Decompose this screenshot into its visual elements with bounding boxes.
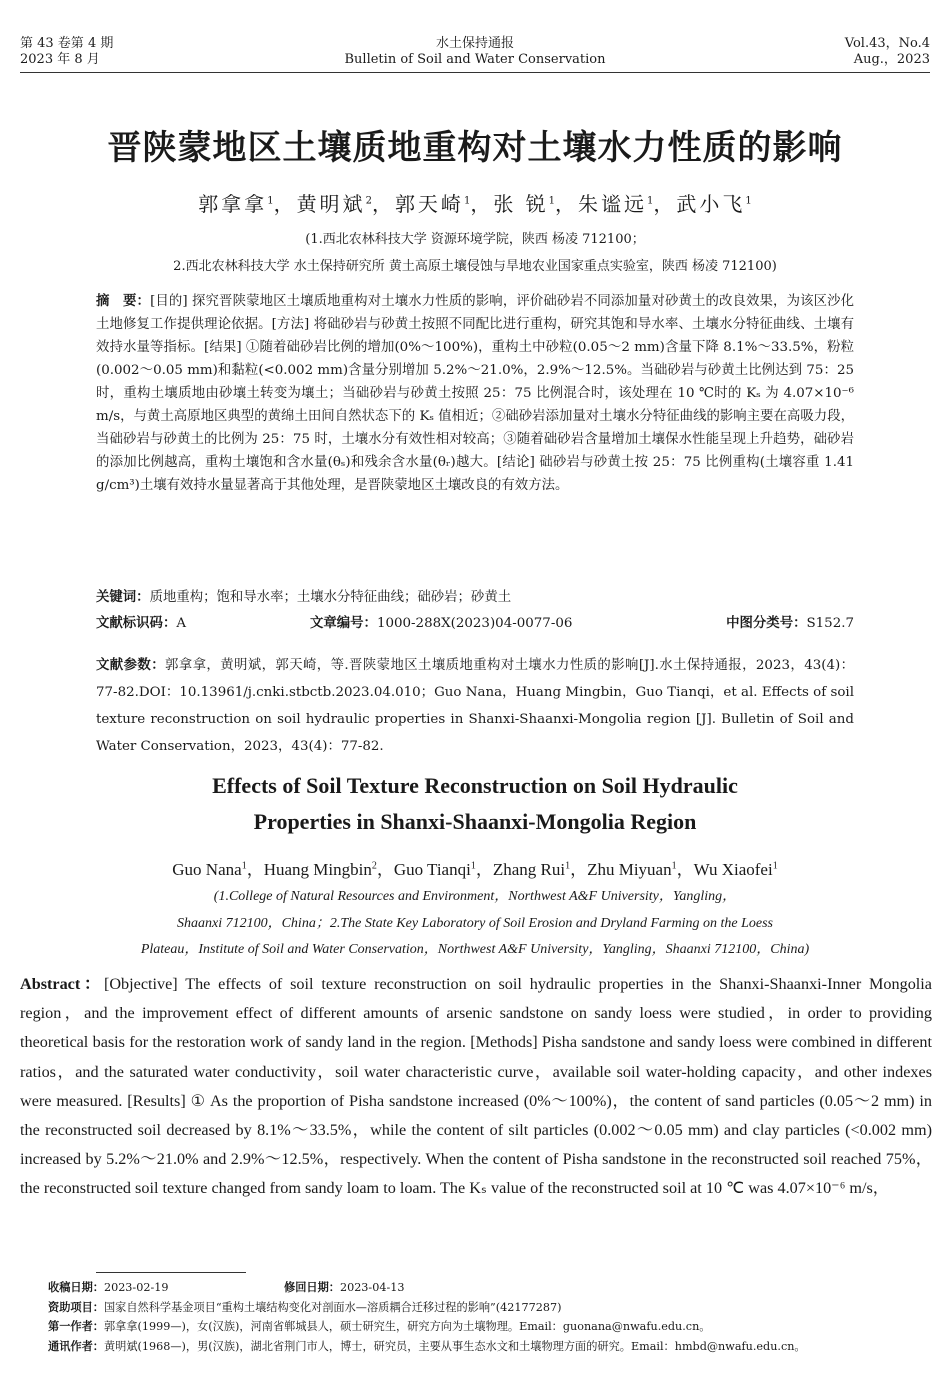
title-en: [0, 768, 950, 840]
issue-volume: 第 43 卷第 4 期: [20, 36, 114, 51]
author-cn: 张 锐: [493, 192, 549, 216]
author-cn: 朱谧远: [578, 192, 648, 216]
author-aff-mark: 1: [745, 195, 752, 207]
author-aff-mark: 1: [241, 860, 247, 872]
author-aff-mark: 1: [671, 860, 677, 872]
citation-text: 郭拿拿，黄明斌，郭天崎，等.晋陕蒙地区土壤质地重构对土壤水力性质的影响[J].水土保持通报，2023，43(4)：77-82.DOI：10.13961/j.cnki.stbctb.2023.04.010；Guo Nana，Huang Mingbin，Guo Tianqi，et al. Effects of soil texture reconstruction on soil hydraulic properties in Shanxi-Shaanxi-Mongolia region [J]. Bulletin of Soil and Water Conservation，2023，43(4)：77-82.: [96, 658, 854, 754]
author-en: Guo Nana: [172, 860, 242, 879]
keywords-label: 关键词：: [96, 590, 150, 605]
author-aff-mark: 1: [565, 860, 571, 872]
abstract-en-text: [Objective] The effects of soil texture reconstruction on soil hydraulic properties in the Shanxi-Shaanxi-Inner Mongolia region，and the improvement effect of different amounts of arsenic sandstone on sandy loess were studied，in order to providing theoretical basis for the restoration work of sandy land in the region. [Methods] Pisha sandstone and sandy loess were combined in different ratios，and the saturated water conductivity，soil water characteristic curve，available soil water-holding capacity，and other indexes were measured. [Results] ① As the proportion of Pisha sandstone increased (0%～100%)，the content of sand particles (0.05～2 mm) in the reconstructed soil decreased by 8.1%～33.5%，while the content of silt particles (0.002～0.05 mm) and clay particles (<0.002 mm) increased by 5.2%～21.0% and 2.9%～12.5%，respectively. When the content of Pisha sandstone in the reconstructed soil reached 75%，the reconstructed soil texture changed from sandy loam to loam. The Kₛ value of the reconstructed soil at 10 ℃ was 4.07×10⁻⁶ m/s，: [20, 975, 932, 1198]
citation-label: 文献参数：: [96, 658, 165, 673]
issue-info-en: [845, 36, 930, 68]
dates-row: [48, 1278, 934, 1298]
affiliation-en-3: Plateau，Institute of Soil and Water Conservation，Northwest A&F University，Yangling，Shaanxi 712100，China): [140, 942, 810, 957]
keywords-text: 质地重构；饱和导水率；土壤水分特征曲线；础砂岩；砂黄土: [149, 590, 512, 605]
keywords-cn: [96, 586, 854, 605]
clc-number: 中图分类号：S152.7: [726, 616, 854, 631]
title-en-line2: Properties in Shanxi-Shaanxi-Mongolia Region: [253, 809, 697, 834]
running-header: [20, 36, 930, 70]
affiliation-en-1: (1.College of Natural Resources and Environment，Northwest A&F University，Yangling，: [213, 889, 737, 904]
first-author-note: 第一作者：郭拿拿(1999—)，女(汉族)，河南省郸城县人，硕士研究生，研究方向为土壤物理。Email：guonana@nwafu.edu.cn。: [48, 1320, 711, 1333]
author-aff-mark: 1: [647, 195, 654, 207]
issue-date-en: Aug.，2023: [853, 52, 930, 67]
article-number: 文章编号：1000-288X(2023)04-0077-06: [310, 616, 573, 631]
title-cn: 晋陕蒙地区土壤质地重构对土壤水力性质的影响: [107, 128, 843, 168]
author-cn: 黄明斌: [296, 192, 366, 216]
journal-name-en: Bulletin of Soil and Water Conservation: [344, 52, 606, 67]
author-en: Huang Mingbin: [263, 860, 372, 879]
authors-en: Guo Nana$^1$，Huang Mingbin$^2$，Guo Tianqi$^1$，Zhang Rui$^1$，Zhu Miyuan$^1$，Wu Xiaofei$^1$: [172, 860, 778, 879]
affiliation-cn-1: (1.西北农林科技大学 资源环境学院，陕西 杨凌 712100；: [305, 232, 645, 247]
issue-volume-en: Vol.43，No.4: [844, 36, 930, 51]
header-rule: [20, 72, 930, 73]
doc-code: 文献标识码：A: [96, 616, 187, 631]
footnote-rule: [96, 1272, 246, 1273]
affiliations-en: [30, 884, 920, 964]
title-en-line1: Effects of Soil Texture Reconstruction on Soil Hydraulic: [212, 773, 738, 798]
journal-name-cn: 水土保持通报: [435, 36, 514, 51]
journal-name: [20, 36, 930, 68]
author-aff-mark: 1: [772, 860, 778, 872]
author-en: Zhang Rui: [492, 860, 566, 879]
abstract-cn-label: 摘 要：: [96, 294, 151, 309]
funding-note: 资助项目：国家自然科学基金项目“重构土壤结构变化对剖面水—溶质耦合迁移过程的影响”(42177287): [48, 1300, 562, 1314]
abstract-cn: [96, 290, 854, 497]
article-meta: [96, 612, 854, 632]
author-cn: 郭拿拿: [198, 192, 268, 216]
affiliation-en-2: Shaanxi 712100，China；2.The State Key Laboratory of Soil Erosion and Dryland Farming on the Loess: [176, 915, 774, 931]
corresponding-author-note: 通讯作者：黄明斌(1968—)，男(汉族)，湖北省荆门市人，博士，研究员，主要从事生态水文和土壤物理方面的研究。Email：hmbd@nwafu.edu.cn。: [48, 1339, 806, 1353]
author-aff-mark: 2: [365, 195, 372, 207]
received-date: 收稿日期：2023-02-19: [48, 1281, 169, 1294]
author-aff-mark: 1: [548, 195, 556, 207]
author-aff-mark: 1: [463, 195, 471, 207]
authors-cn: 郭拿拿$^1$，黄明斌$^2$，郭天崎$^1$，张 锐$^1$，朱谧远$^1$，武小飞$^1$: [198, 192, 752, 216]
citation: [96, 652, 854, 760]
abstract-en-label: Abstract：: [20, 975, 104, 993]
abstract-cn-text: [目的] 探究晋陕蒙地区土壤质地重构对土壤水力性质的影响，评价础砂岩不同添加量对砂黄土的改良效果，为该区沙化土地修复工作提供理论依据。[方法] 将础砂岩与砂黄土按照不同配比进行重构，研究其饱和导水率、土壤水分特征曲线、土壤有效持水量等指标。[结果] ①随着础砂岩比例的增加(0%～100%)，重构土中砂粒(0.05～2 mm)含量下降 8.1%～33.5%，粉粒(0.002～0.05 mm)和黏粒(<0.002 mm)含量分别增加 5.2%～21.0%，2.9%～12.5%。当础砂岩与砂黄土比例达到 75：25 时，重构土壤质地由砂壤土转变为壤土；当础砂岩与砂黄土按照 25：75 比例混合时，该处理在 10 ℃时的 Kₛ 为 4.07×10⁻⁶ m/s，与黄土高原地区典型的黄绵土田间自然状态下的 Kₛ 值相近；②础砂岩添加量对土壤水分特征曲线的影响主要在高吸力段，当础砂岩与砂黄土的比例为 25：75 时，土壤水分有效性相对较高；③随着础砂岩含量增加土壤保水性能呈现上升趋势，础砂岩的添加比例越高，重构土壤饱和含水量(θₛ)和残余含水量(θᵣ)越大。[结论] 础砂岩与砂黄土按 25：75 比例重构(土壤容重 1.41 g/cm³)土壤有效持水量显著高于其他处理，是晋陕蒙地区土壤改良的有效方法。: [96, 294, 855, 493]
author-cn: 武小飞: [676, 192, 746, 216]
revised-date: 修回日期：2023-04-13: [284, 1281, 405, 1294]
author-cn: 郭天崎: [394, 192, 464, 216]
author-aff-mark: 1: [470, 860, 476, 872]
issue-date: 2023 年 8 月: [20, 52, 100, 67]
author-en: Zhu Miyuan: [587, 860, 672, 879]
author-aff-mark: 1: [267, 195, 274, 207]
author-aff-mark: 2: [371, 860, 377, 872]
author-en: Guo Tianqi: [393, 860, 471, 879]
author-en: Wu Xiaofei: [693, 860, 773, 879]
abstract-en: [20, 970, 932, 1204]
footnotes: [48, 1278, 934, 1356]
affiliation-cn-2: 2.西北农林科技大学 水土保持研究所 黄土高原土壤侵蚀与旱地农业国家重点实验室，陕西 杨凌 712100): [173, 259, 777, 274]
